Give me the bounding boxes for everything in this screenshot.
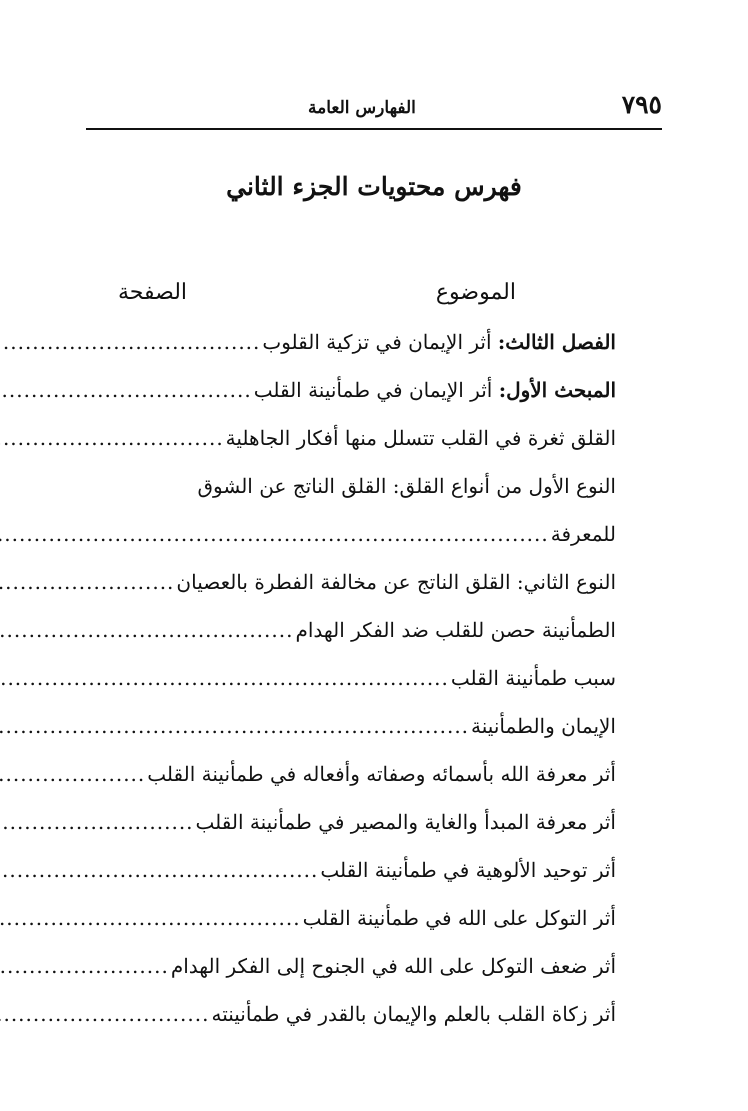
toc-entry-text (451, 666, 616, 690)
toc-entry-title: أثر الإيمان في طمأنينة القلب (253, 378, 499, 402)
toc-entry-label: الفصل الثالث: (497, 330, 616, 354)
toc-entry-text (226, 426, 616, 450)
column-header-topic: الموضوع (435, 280, 516, 305)
toc-entry-title: أثر ضعف التوكل على الله في الجنوح إلى الفكر الهدام (170, 954, 616, 978)
toc-entry-title: أثر معرفة المبدأ والغاية والمصير في طمأنينة القلب (195, 810, 616, 834)
table-of-contents (146, 318, 616, 1038)
toc-entry-title: أثر معرفة الله بأسمائه وصفاته وأفعاله في طمأنينة القلب (147, 762, 616, 786)
toc-entry-text (198, 474, 616, 498)
toc-entry-title: أثر التوكل على الله في طمأنينة القلب (302, 906, 616, 930)
toc-entry-text (295, 618, 616, 642)
toc-entry[interactable] (146, 894, 616, 942)
page-number: ٧٩٥ (621, 90, 662, 119)
toc-entry[interactable] (146, 798, 616, 846)
toc-entry[interactable] (146, 750, 616, 798)
dot-leader (0, 714, 469, 738)
toc-entry-text (320, 858, 616, 882)
toc-entry-label: المبحث الأول: (498, 378, 616, 402)
toc-entry[interactable] (146, 990, 616, 1038)
index-title: فهرس محتويات الجزء الثاني (226, 172, 522, 201)
toc-entry-text (471, 714, 616, 738)
toc-entry-text (211, 1002, 616, 1026)
toc-entry[interactable] (146, 702, 616, 750)
toc-entry-text (254, 378, 616, 402)
toc-entry-title: النوع الثاني: القلق الناتج عن مخالفة الفطرة بالعصيان (176, 570, 616, 594)
dot-leader (0, 378, 252, 402)
toc-entry-text (171, 954, 616, 978)
dot-leader (0, 426, 224, 450)
toc-entry[interactable] (146, 462, 616, 510)
dot-leader (0, 570, 174, 594)
dot-leader (0, 1002, 209, 1026)
dot-leader (0, 762, 145, 786)
header-rule (86, 128, 662, 130)
toc-entry[interactable] (146, 942, 616, 990)
dot-leader (0, 810, 194, 834)
toc-entry-text (147, 762, 616, 786)
toc-entry-title: الطمأنينة حصن للقلب ضد الفكر الهدام (295, 618, 616, 642)
toc-entry-title: أثر توحيد الألوهية في طمأنينة القلب (320, 858, 616, 882)
running-title: الفهارس العامة (308, 98, 416, 118)
toc-entry-text (176, 570, 616, 594)
toc-entry-title: أثر الإيمان في تزكية القلوب (262, 330, 498, 354)
toc-entry-title: النوع الأول من أنواع القلق: القلق الناتج عن الشوق (197, 474, 616, 498)
toc-entry-title: للمعرفة (550, 522, 616, 546)
dot-leader (0, 330, 260, 354)
toc-entry-text (551, 522, 616, 546)
toc-entry-title: أثر زكاة القلب بالعلم والإيمان بالقدر في طمأنينته (211, 1002, 616, 1026)
dot-leader (0, 522, 549, 546)
toc-entry-title: سبب طمأنينة القلب (450, 666, 616, 690)
toc-entry-title: القلق ثغرة في القلب تتسلل منها أفكار الجاهلية (225, 426, 616, 450)
dot-leader (0, 618, 293, 642)
toc-entry[interactable] (146, 414, 616, 462)
toc-entry-text (262, 330, 616, 354)
dot-leader (0, 954, 169, 978)
dot-leader (0, 666, 449, 690)
toc-entry[interactable] (146, 558, 616, 606)
column-header-page: الصفحة (118, 280, 188, 305)
toc-entry[interactable] (146, 606, 616, 654)
toc-entry-text (303, 906, 616, 930)
toc-entry-title: الإيمان والطمأنينة (471, 714, 616, 738)
toc-entry[interactable] (146, 366, 616, 414)
toc-entry[interactable] (146, 654, 616, 702)
dot-leader (0, 906, 301, 930)
toc-entry[interactable] (146, 846, 616, 894)
dot-leader (0, 858, 318, 882)
toc-entry[interactable] (146, 510, 616, 558)
toc-entry-text (196, 810, 616, 834)
toc-entry[interactable] (146, 318, 616, 366)
running-header (86, 88, 662, 130)
